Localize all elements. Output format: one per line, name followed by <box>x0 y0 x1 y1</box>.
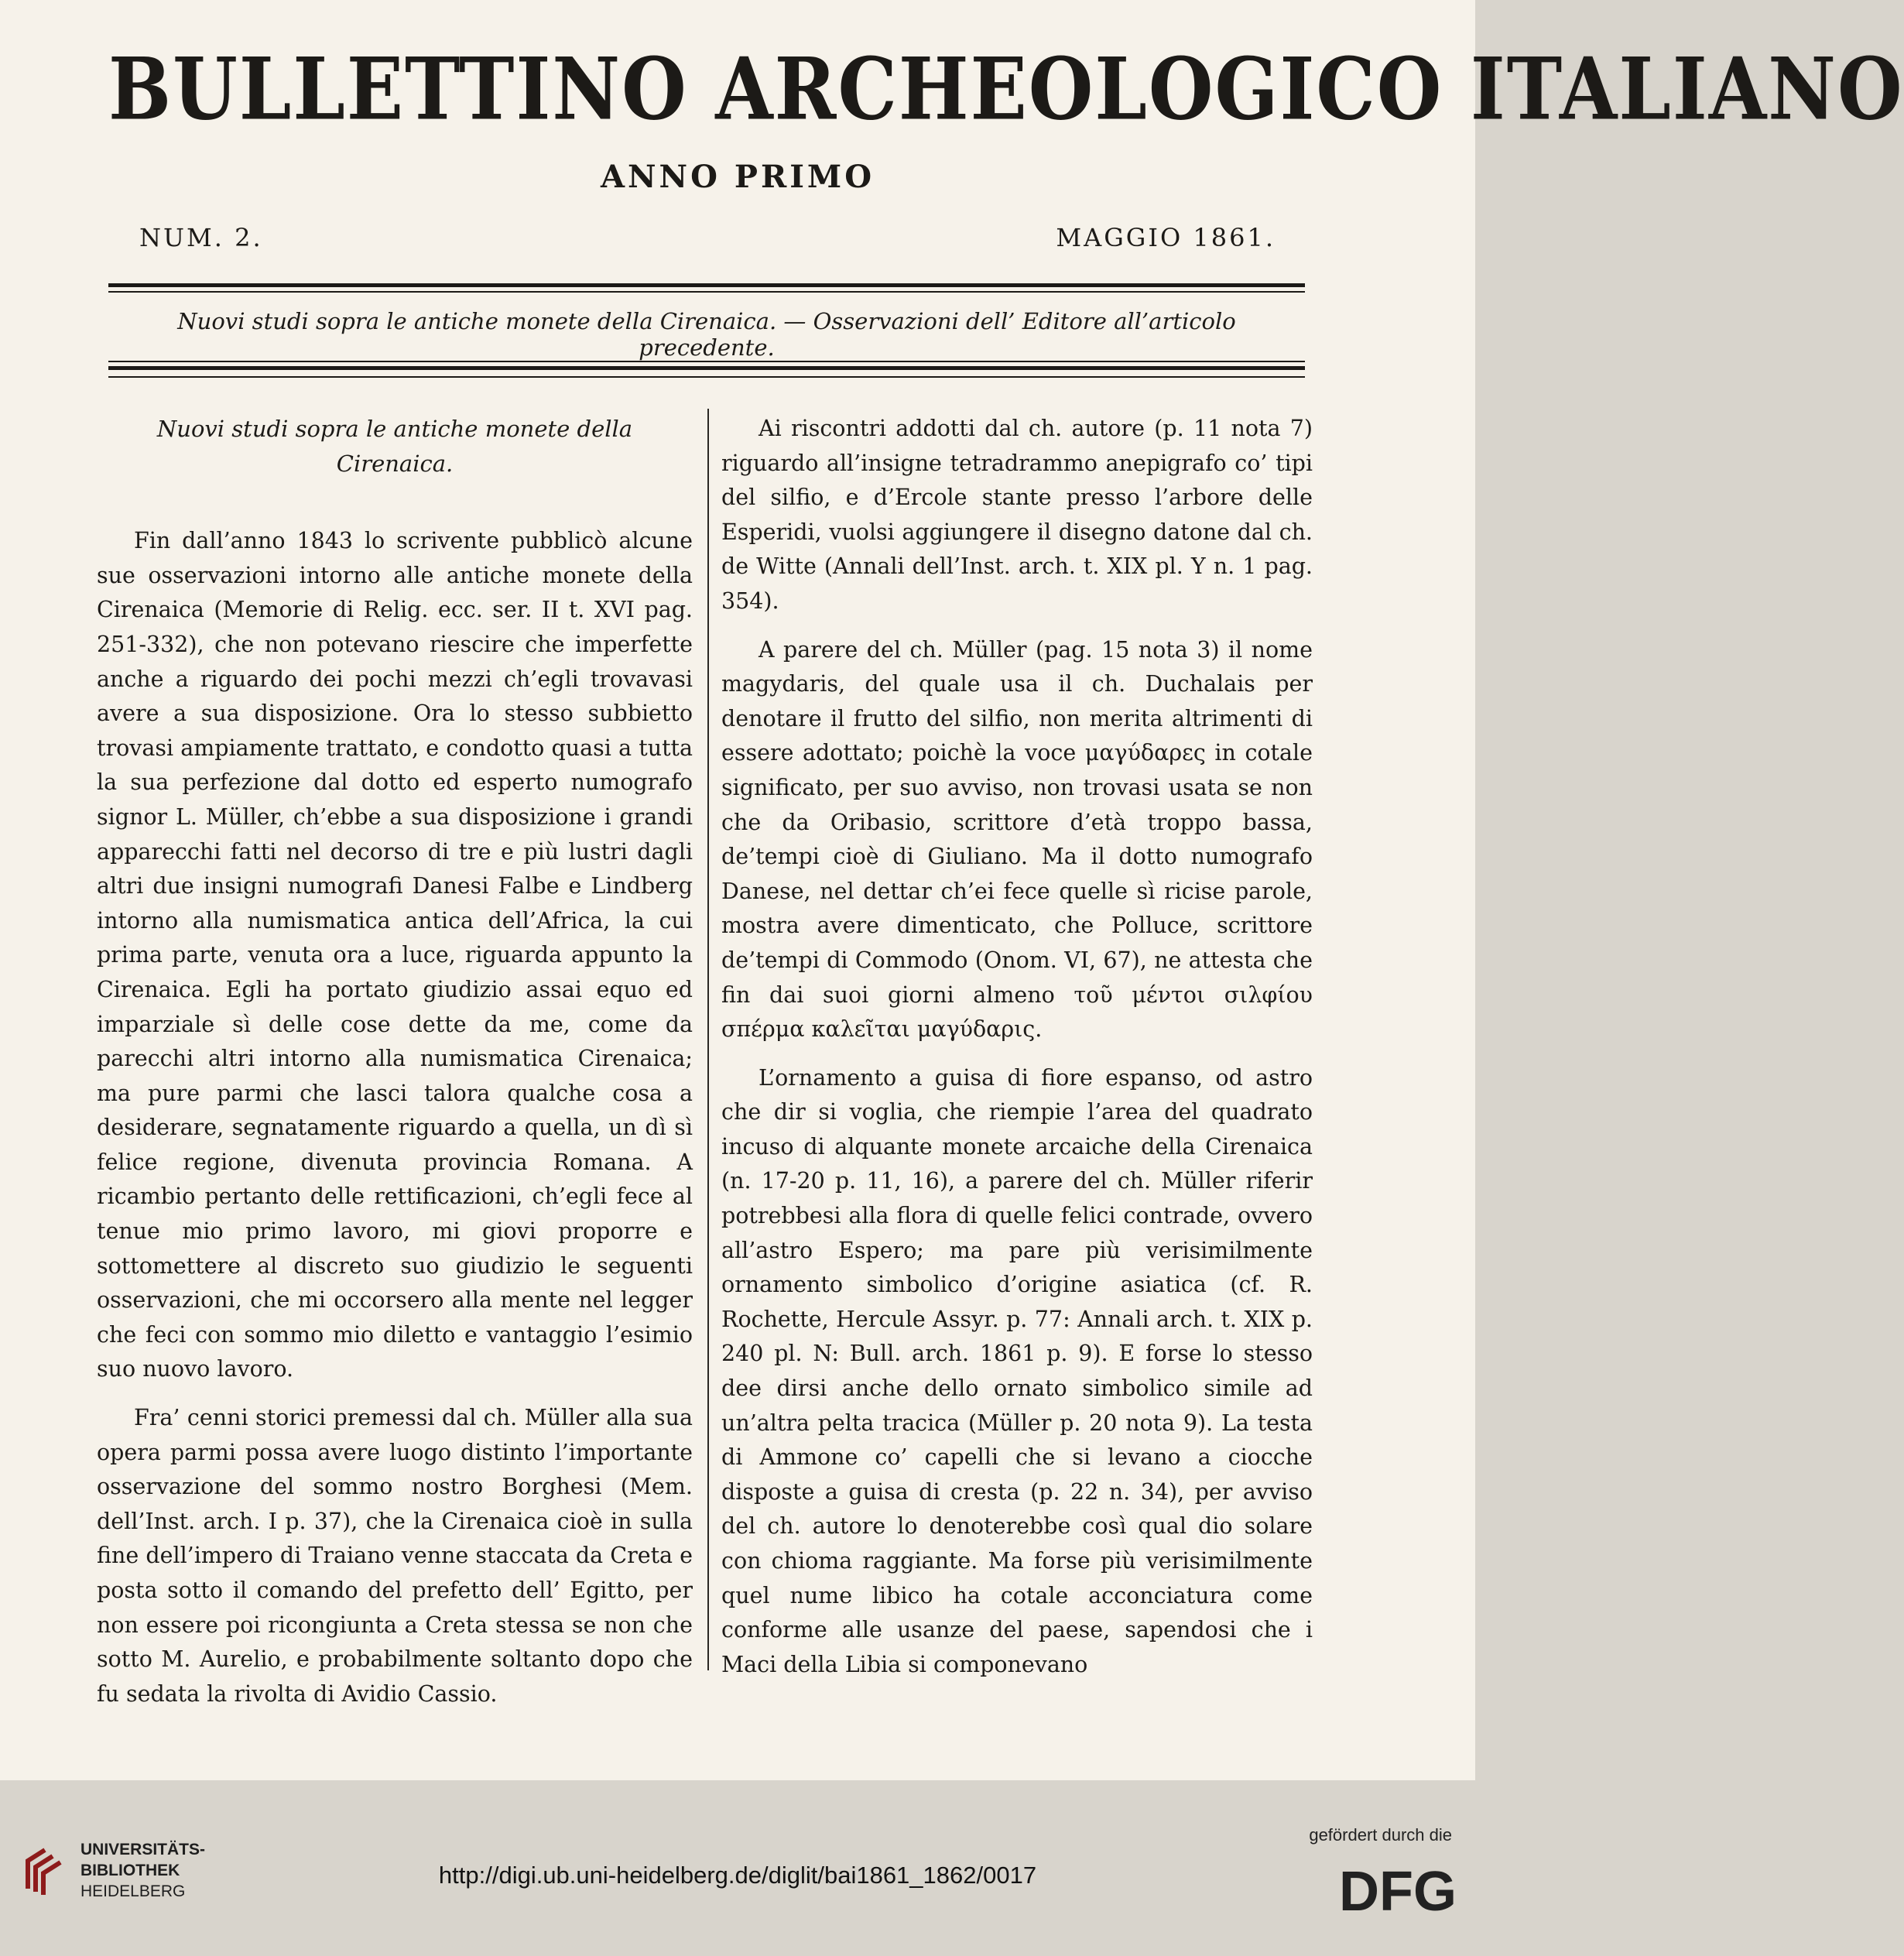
contents-rule-thick <box>108 366 1305 370</box>
contents-rule-bottom <box>108 376 1305 378</box>
library-line-3: HEIDELBERG <box>80 1882 186 1900</box>
paragraph: Fin dall’anno 1843 lo scrivente pubblicò alcune sue osservazioni intorno alle antiche monete della Cirenaica (Memorie di Relig. ecc. ser. II t. XVI pag. 251-332), che non potevano riescire che imperfette anche a riguardo dei pochi mezzi ch’egli trovavasi avere a sua disposizione. Ora lo stesso subbietto trovasi ampiamente trattato, e condotto quasi a tutta la sua perfezione dal dotto ed esperto numografo signor L. Müller, ch’ebbe a sua disposizione i grandi apparecchi fatti nel decorso di tre e più lustri dagli altri due insigni numografi Danesi Falbe e Lindberg intorno alla numismatica antica dell’Africa, la cui prima parte, venuta ora a luce, riguarda appunto la Cirenaica. Egli ha portato giudizio assai equo ed imparziale sì delle cose dette da me, come da parecchi altri intorno alla numismatica Cirenaica; ma pure parmi che lasci talora qualche cosa a desiderare, segnatamente riguardo a quella, un dì sì felice regione, divenuta provincia Romana. A ricambio pertanto delle rettificazioni, ch’egli fece al tenue mio primo lavoro, mi giovi proporre e sottomettere al discreto suo giudizio le seguenti osservazioni, che mi occorsero alla mente nel legger che feci con sommo mio diletto e vantaggio l’esimio suo nuovo lavoro. <box>97 528 693 1382</box>
header-rule-thick <box>108 283 1305 287</box>
paragraph: Fra’ cenni storici premessi dal ch. Müller alla sua opera parmi possa avere luogo distinto l’importante osservazione del sommo nostro Borghesi (Mem. dell’Inst. arch. I p. 37), che la Cirenaica cioè in sulla fine dell’impero di Traiano venne staccata da Creta e posta sotto il comando del prefetto dell’ Egitto, per non essere poi ricongiunta a Creta stessa se non che sotto M. Aurelio, e probabilmente soltanto dopo che fu sedata la rivolta di Avidio Cassio. <box>97 1405 693 1707</box>
header-rule-thin <box>108 291 1305 293</box>
column-divider <box>707 409 709 1670</box>
library-line-2: BIBLIOTHEK <box>80 1862 180 1879</box>
contents-rule-thin <box>108 361 1305 362</box>
paragraph: L’ornamento a guisa di fiore espanso, od astro che dir si voglia, che riempie l’area del quadrato incuso di alquante monete arcaiche della Cirenaica (n. 17-20 p. 11, 16), a parere del ch. Müller riferir potrebbesi alla flora di quelle felici contrade, ovvero all’astro Espero; ma pare più verisimilmente ornamento simbolico d’origine asiatica (cf. R. Rochette, Hercule Assyr. p. 77: Annali arch. t. XIX p. 240 pl. N: Bull. arch. 1861 p. 9). E forse lo stesso dee dirsi anche dello ornato simbolico simile ad un’altra pelta tracica (Müller p. 20 nota 9). La testa di Ammone co’ capelli che si levano a ciocche disposte a guisa di cresta (p. 22 n. 34), per avviso del ch. autore lo denoterebbe così qual dio solare con chioma raggiante. Ma forse più verisimilmente quel nume libico ha cotale acconciatura come conforme alle usanze del paese, sapendosi che i Maci della Libia si componevano <box>721 1064 1313 1677</box>
article-title: Nuovi studi sopra le antiche monete della Cirenaica. <box>156 416 633 477</box>
dfg-logo-icon <box>1339 1858 1457 1923</box>
library-line-1: UNIVERSITÄTS- <box>80 1841 206 1858</box>
paragraph: A parere del ch. Müller (pag. 15 nota 3) il nome magydaris, del quale usa il ch. Duchalais per denotare il frutto del silfio, non merita altrimenti di essere adottato; poichè la voce μαγύδαρες in cotale significato, per suo avviso, non trovasi usata se non che da Oribasio, scrittore d’età troppo bassa, de’tempi cioè di Giuliano. Ma il dotto numografo Danese, nel dettar ch’ei fece quelle sì ricise parole, mostra avere dimenticato, che Polluce, scrittore de’tempi di Commodo (Onom. VI, 67), ne attesta che fin dai suoi giorni almeno τοῦ μέντοι σιλφίου σπέρμα καλεῖται μαγύδαρις. <box>721 636 1313 1043</box>
issue-date: MAGGIO 1861. <box>1056 223 1276 252</box>
left-column <box>97 412 693 1711</box>
journal-title: BULLETTINO ARCHEOLOGICO ITALIANO <box>108 39 1904 139</box>
permalink-url[interactable]: http://digi.ub.uni-heidelberg.de/diglit/bai1861_1862/0017 <box>438 1862 1037 1889</box>
issue-number: NUM. 2. <box>139 223 263 252</box>
funded-by-label: gefördert durch die <box>1309 1825 1452 1845</box>
contents-line: Nuovi studi sopra le antiche monete della Cirenaica. — Osservazioni dell’ Editore all’articolo precedente. <box>177 308 1236 361</box>
dfg-logo-text: DFG <box>1339 1861 1457 1923</box>
right-column <box>721 412 1313 1682</box>
paragraph: Ai riscontri addotti dal ch. autore (p. 11 nota 7) riguardo all’insigne tetradrammo anepigrafo co’ tipi del silfio, e d’Ercole stante presso l’arbore delle Esperidi, vuolsi aggiungere il disegno datone dal ch. de Witte (Annali dell’Inst. arch. t. XIX pl. Y n. 1 pag. 354). <box>721 416 1313 614</box>
journal-year-label: ANNO PRIMO <box>600 159 875 195</box>
